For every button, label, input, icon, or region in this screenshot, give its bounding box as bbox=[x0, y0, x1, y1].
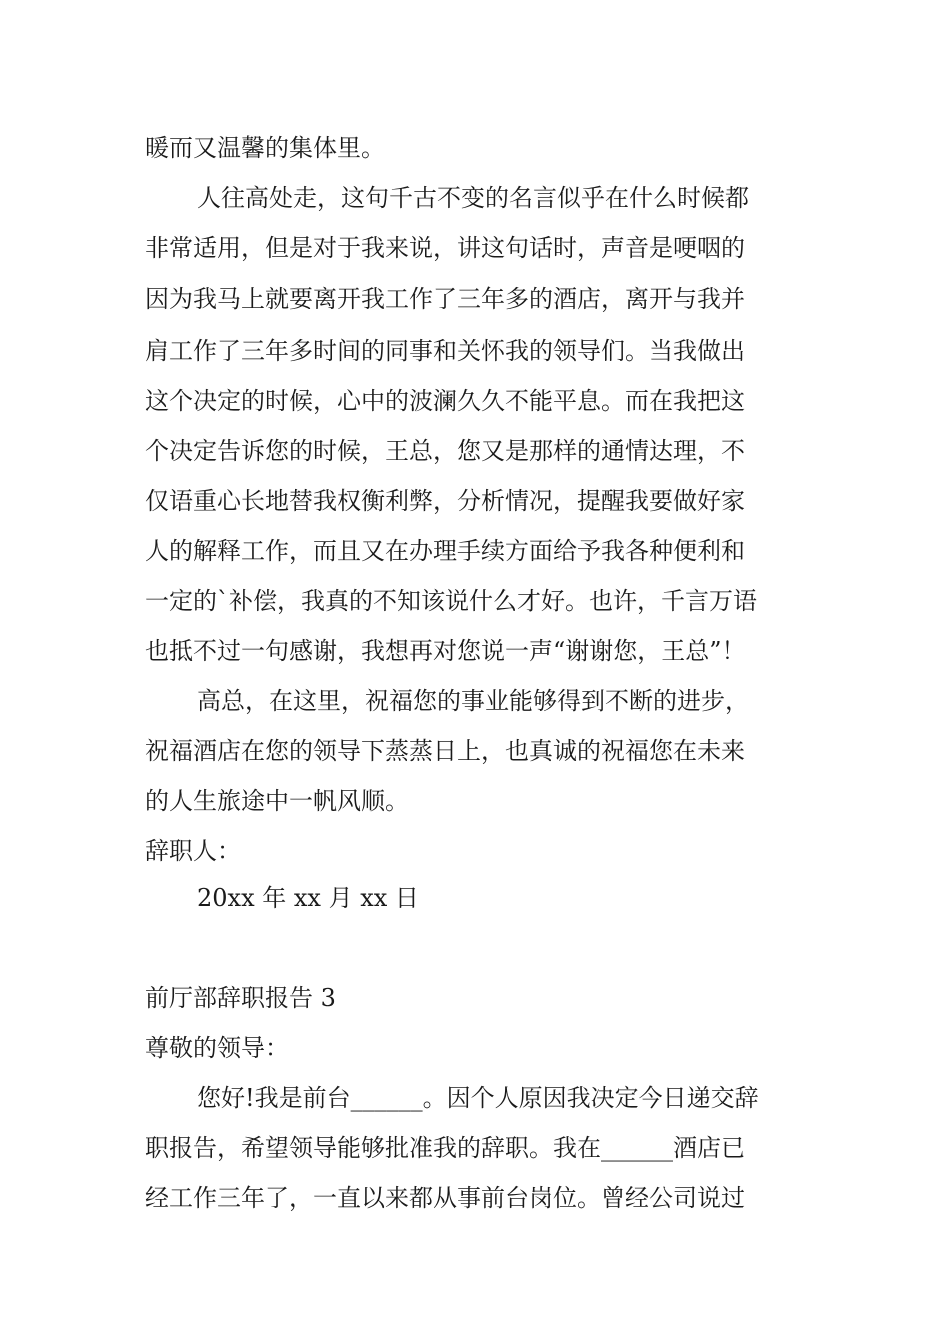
paragraph-line: 也抵不过一句感谢，我想再对您说一声“谢谢您，王总”！ bbox=[145, 637, 746, 665]
section-title: 前厅部辞职报告 3 bbox=[145, 984, 336, 1012]
paragraph-line: 的人生旅途中一帆风顺。 bbox=[145, 787, 409, 815]
salutation: 尊敬的领导： bbox=[145, 1034, 289, 1062]
paragraph-line: 肩工作了三年多时间的同事和关怀我的领导们。当我做出 bbox=[145, 337, 745, 365]
paragraph-line: 因为我马上就要离开我工作了三年多的酒店，离开与我并 bbox=[145, 285, 745, 313]
paragraph-line: 祝福酒店在您的领导下蒸蒸日上，也真诚的祝福您在未来 bbox=[145, 737, 745, 765]
date-line: 20xx 年 xx 月 xx 日 bbox=[197, 884, 419, 912]
paragraph-line: 非常适用，但是对于我来说，讲这句话时，声音是哽咽的 bbox=[145, 234, 745, 262]
paragraph-line: 职报告，希望领导能够批准我的辞职。我在______酒店已 bbox=[145, 1134, 745, 1162]
paragraph-line: 您好!我是前台______。因个人原因我决定今日递交辞 bbox=[197, 1084, 759, 1112]
paragraph-line: 这个决定的时候，心中的波澜久久不能平息。而在我把这 bbox=[145, 387, 745, 415]
paragraph-line: 高总，在这里，祝福您的事业能够得到不断的进步， bbox=[197, 687, 749, 715]
paragraph-line: 经工作三年了，一直以来都从事前台岗位。曾经公司说过 bbox=[145, 1184, 745, 1212]
paragraph-line: 人的解释工作，而且又在办理手续方面给予我各种便利和 bbox=[145, 537, 745, 565]
paragraph-line: 暖而又温馨的集体里。 bbox=[145, 134, 385, 162]
paragraph-line: 一定的`补偿，我真的不知该说什么才好。也许，千言万语 bbox=[145, 587, 757, 615]
signature-label: 辞职人： bbox=[145, 837, 241, 865]
paragraph-line: 个决定告诉您的时候，王总，您又是那样的通情达理，不 bbox=[145, 437, 745, 465]
paragraph-line: 人往高处走，这句千古不变的名言似乎在什么时候都 bbox=[197, 184, 749, 212]
paragraph-line: 仅语重心长地替我权衡利弊，分析情况，提醒我要做好家 bbox=[145, 487, 745, 515]
